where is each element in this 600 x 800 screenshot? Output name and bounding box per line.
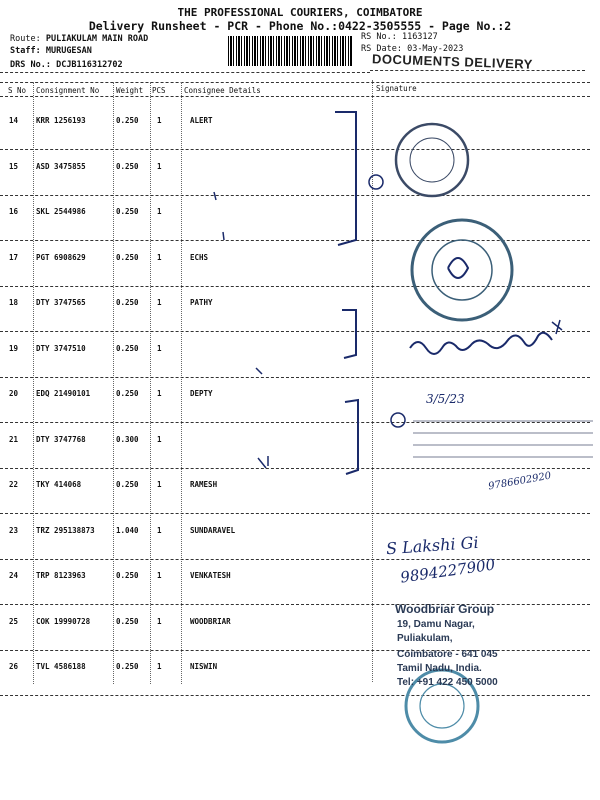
row-consignee: WOODBRIAR	[190, 617, 231, 626]
row-consignment: KRR 1256193	[36, 116, 86, 125]
row-sno: 25	[9, 617, 19, 626]
row-consignment: PGT 6908629	[36, 253, 86, 262]
row-sno: 26	[9, 662, 19, 671]
row-consignment: TKY 414068	[36, 480, 82, 489]
row-sno: 17	[9, 253, 19, 262]
row-weight: 0.250	[116, 389, 139, 398]
row-weight: 0.250	[116, 571, 139, 580]
row-weight: 0.250	[116, 298, 139, 307]
row-sno: 16	[9, 207, 19, 216]
row-pcs: 1	[157, 207, 162, 216]
route-line: Route: PULIAKULAM MAIN ROAD	[10, 34, 149, 44]
row-weight: 0.250	[116, 116, 139, 125]
row-consignment: DTY 3747565	[36, 298, 86, 307]
tamil-address-stamp	[413, 414, 593, 466]
row-consignment: TRZ 295138873	[36, 526, 95, 535]
row-consignment: ASD 3475855	[36, 162, 86, 171]
company-title: THE PROFESSIONAL COURIERS, COIMBATORE	[177, 6, 423, 19]
signature-bracket-2	[342, 310, 356, 358]
row-weight: 0.250	[116, 162, 139, 171]
woodbriar-address-1: 19, Damu Nagar,	[397, 619, 475, 630]
row-consignee: ECHS	[190, 253, 209, 262]
col-consignment: Consignment No	[36, 86, 100, 95]
woodbriar-address-4: Tamil Nadu, India.	[397, 663, 482, 674]
row-sno: 24	[9, 571, 19, 580]
handwritten-phone: 9786602920	[487, 470, 553, 493]
handwritten-name: S Lakshi Gi	[385, 532, 480, 559]
row-weight: 0.250	[116, 207, 139, 216]
row-consignee: RAMESH	[190, 480, 218, 489]
row-consignee: VENKATESH	[190, 571, 231, 580]
row-pcs: 1	[157, 389, 162, 398]
row-sno: 18	[9, 298, 19, 307]
staff-line: Staff: MURUGESAN	[10, 46, 92, 56]
rs-no-line: RS No.: 1163127	[361, 32, 438, 42]
row-pcs: 1	[157, 571, 162, 580]
circle-mark-1	[369, 175, 383, 189]
woodbriar-company: Woodbriar Group	[395, 602, 495, 616]
woodbriar-address-3: Coimbatore - 641 045	[397, 649, 498, 660]
row-weight: 0.300	[116, 435, 139, 444]
row-sno: 14	[9, 116, 19, 125]
row-consignee: NISWIN	[190, 662, 218, 671]
row-consignee: PATHY	[190, 298, 213, 307]
row-sno: 23	[9, 526, 19, 535]
row-consignee: DEPTY	[190, 389, 213, 398]
signature-bracket-1	[335, 112, 356, 245]
handwritten-date: 3/5/23	[426, 392, 465, 406]
row-pcs: 1	[157, 298, 162, 307]
col-weight: Weight	[116, 86, 144, 95]
rs-date-line: RS Date: 03-May-2023	[361, 44, 464, 54]
row-consignment: DTY 3747768	[36, 435, 86, 444]
row-weight: 0.250	[116, 480, 139, 489]
col-signature: Signature	[376, 84, 417, 93]
woodbriar-address-2: Puliakulam,	[397, 633, 453, 644]
row-consignment: TRP 8123963	[36, 571, 86, 580]
col-sno: S No	[8, 86, 27, 95]
row-pcs: 1	[157, 662, 162, 671]
row-consignee: SUNDARAVEL	[190, 526, 236, 535]
alert-stamp	[396, 124, 468, 196]
row-weight: 0.250	[116, 617, 139, 626]
woodbriar-telephone: Tel: +91 422 450 5000	[397, 677, 498, 688]
row-sno: 15	[9, 162, 19, 171]
row-consignment: COK 19990728	[36, 617, 91, 626]
row-consignment: DTY 3747510	[36, 344, 86, 353]
row-sno: 20	[9, 389, 19, 398]
row-pcs: 1	[157, 116, 162, 125]
col-pcs: PCS	[152, 86, 166, 95]
row-pcs: 1	[157, 162, 162, 171]
row-weight: 0.250	[116, 662, 139, 671]
row-pcs: 1	[157, 480, 162, 489]
row-pcs: 1	[157, 435, 162, 444]
row-weight: 0.250	[116, 344, 139, 353]
handwritten-phone-2: 9894227900	[399, 555, 497, 587]
circle-mark-2	[391, 413, 405, 427]
signature-bracket-3	[345, 400, 358, 474]
row-weight: 0.250	[116, 253, 139, 262]
row-weight: 1.040	[116, 526, 139, 535]
row-sno: 22	[9, 480, 19, 489]
row-consignment: SKL 2544986	[36, 207, 86, 216]
station-stamp	[412, 220, 512, 320]
runsheet-title: Delivery Runsheet - PCR - Phone No.:0422-3505555 - Page No.:2	[88, 19, 512, 33]
drs-line: DRS No.: DCJB116312702	[10, 60, 123, 70]
col-consignee: Consignee Details	[184, 86, 261, 95]
row-pcs: 1	[157, 344, 162, 353]
row-pcs: 1	[157, 526, 162, 535]
row-consignment: EDQ 21490101	[36, 389, 91, 398]
row-sno: 21	[9, 435, 19, 444]
row-consignment: TVL 4586188	[36, 662, 86, 671]
documents-delivery-stamp: DOCUMENTS DELIVERY	[371, 51, 534, 72]
row-consignee: ALERT	[190, 116, 213, 125]
row-pcs: 1	[157, 617, 162, 626]
row-pcs: 1	[157, 253, 162, 262]
row-sno: 19	[9, 344, 19, 353]
